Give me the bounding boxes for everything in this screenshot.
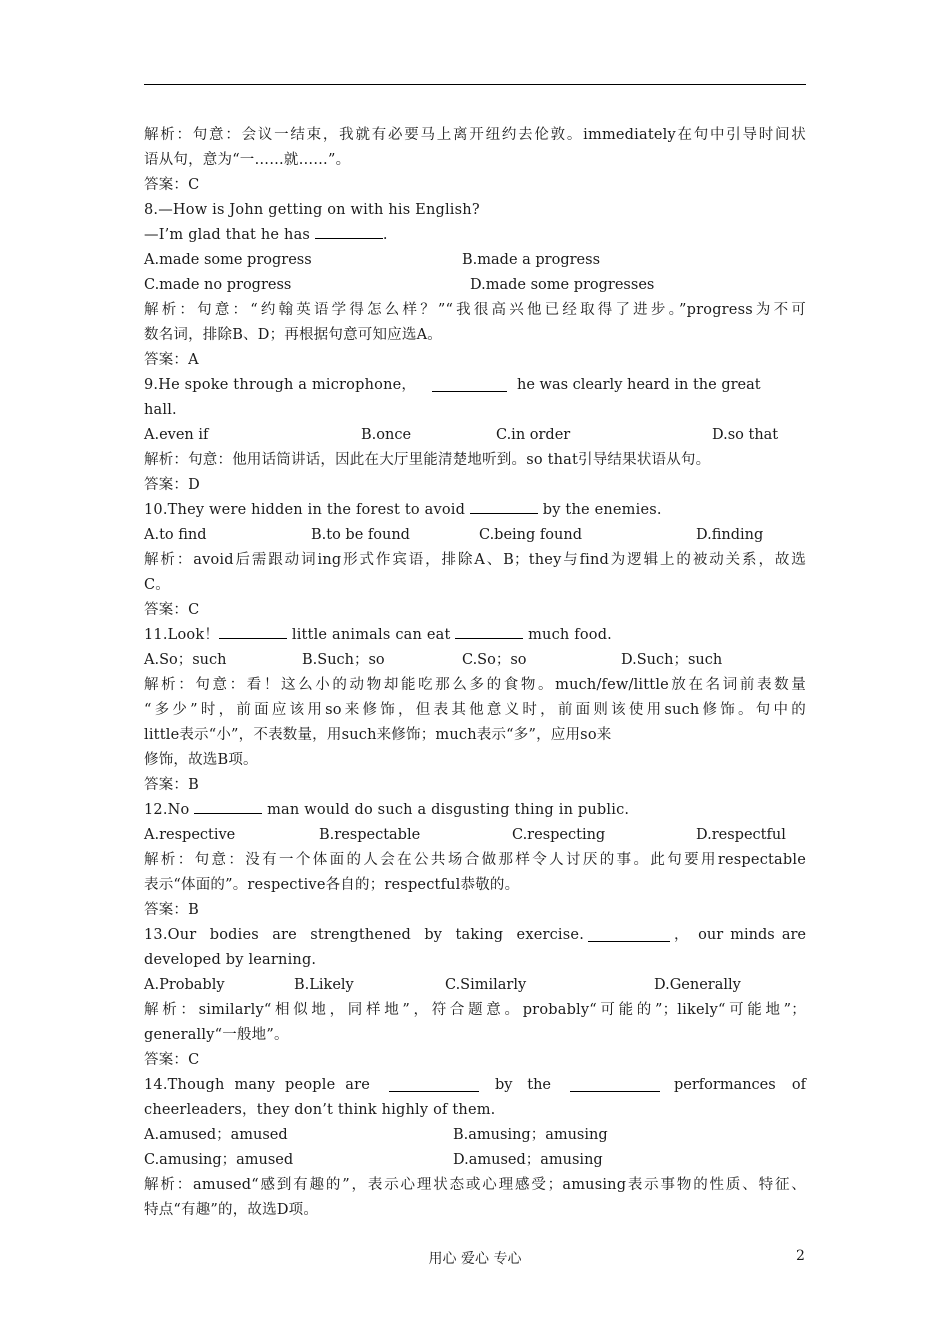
answer-blank	[455, 626, 523, 639]
q11-option-c: C.So；so	[462, 652, 527, 668]
q10-answer: 答案：C	[144, 602, 200, 618]
q14-option-a: A.amused；amused	[144, 1127, 288, 1143]
q11-option-a: A.So；such	[144, 652, 227, 668]
q14-explanation-line-1: 解析：amused“感到有趣的”，表示心理状态或心理感受；amusing表示事物的性质、特征、	[144, 1177, 806, 1193]
q13-stem-line-1: 13.Our bodies are strengthened by taking exercise.	[144, 927, 584, 943]
q11-option-d: D.Such；such	[621, 652, 723, 668]
q8-option-c: C.made no progress	[144, 277, 292, 293]
q10-option-b: B.to be found	[311, 527, 410, 543]
q12-option-d: D.respectful	[696, 827, 786, 843]
q13-option-a: A.Probably	[144, 977, 225, 993]
q13-option-c: C.Similarly	[445, 977, 527, 993]
answer-blank	[588, 929, 670, 942]
q11-answer: 答案：B	[144, 777, 199, 793]
q10-option-d: D.finding	[696, 527, 764, 543]
q13-option-b: B.Likely	[294, 977, 354, 993]
q11-explanation-line-4: 修饰，故选B项。	[144, 752, 258, 768]
q12-explanation-line-1: 解析：句意：没有一个体面的人会在公共场合做那样令人讨厌的事。此句要用respectable	[144, 852, 806, 868]
q14-explanation-line-2: 特点“有趣”的，故选D项。	[144, 1202, 319, 1218]
page-number: 2	[796, 1248, 805, 1264]
q9-option-d: D.so that	[712, 427, 779, 443]
q7-answer: 答案：C	[144, 177, 200, 193]
q8-explanation-line-1: 解析：句意：“约翰英语学得怎么样？”“我很高兴他已经取得了进步。”progress为不可	[144, 302, 806, 318]
q8-stem-line-2: —I’m glad that he has .	[144, 227, 388, 243]
q9-option-a: A.even if	[144, 427, 209, 443]
q9-option-c: C.in order	[496, 427, 571, 443]
q7-explanation-line-2: 语从句，意为“一……就……”。	[144, 152, 351, 168]
q8-option-b: B.made a progress	[462, 252, 601, 268]
q14-stem-part-3: performances of	[674, 1077, 806, 1093]
q8-explanation-line-2: 数名词，排除B、D；再根据句意可知应选A。	[144, 327, 442, 343]
q11-explanation-line-3: little表示“小”，不表数量，用such来修饰；much表示“多”，应用so来	[144, 727, 612, 743]
answer-blank	[432, 379, 507, 392]
q11-explanation-line-1: 解析：句意：看！这么小的动物却能吃那么多的食物。much/few/little放在名词前表数量	[144, 677, 806, 693]
page-footer: 用心 爱心 专心	[428, 1251, 522, 1267]
q12-stem: 12.No man would do such a disgusting thing in public.	[144, 802, 630, 818]
q13-stem-line-1-tail: ， our minds are	[674, 927, 806, 943]
q8-option-d: D.made some progresses	[470, 277, 655, 293]
q9-explanation: 解析：句意：他用话筒讲话，因此在大厅里能清楚地听到。so that引导结果状语从句。	[144, 452, 711, 468]
q14-option-c: C.amusing；amused	[144, 1152, 294, 1168]
q12-option-b: B.respectable	[319, 827, 421, 843]
answer-blank	[315, 226, 383, 239]
q13-explanation-line-2: generally“一般地”。	[144, 1027, 289, 1043]
q8-answer: 答案：A	[144, 352, 199, 368]
q11-option-b: B.Such；so	[302, 652, 385, 668]
q8-stem-line-1: 8.—How is John getting on with his English?	[144, 202, 480, 218]
q11-stem: 11.Look！ little animals can eat much food.	[144, 627, 612, 643]
q14-option-d: D.amused；amusing	[453, 1152, 603, 1168]
q10-stem: 10.They were hidden in the forest to avoid by the enemies.	[144, 502, 662, 518]
q14-stem-part-1: 14.Though many people are	[144, 1077, 370, 1093]
q10-option-a: A.to find	[144, 527, 207, 543]
q13-answer: 答案：C	[144, 1052, 200, 1068]
answer-blank	[470, 501, 538, 514]
answer-blank	[219, 626, 287, 639]
q9-stem-line-2: hall.	[144, 402, 177, 418]
q13-option-d: D.Generally	[654, 977, 741, 993]
q13-explanation-line-1: 解析：similarly“相似地，同样地”，符合题意。probably“可能的”；likely“可能地”；	[144, 1002, 806, 1018]
q10-explanation-line-1: 解析：avoid后需跟动词ing形式作宾语，排除A、B；they与find为逻辑上的被动关系，故选	[144, 552, 806, 568]
q12-option-a: A.respective	[144, 827, 236, 843]
answer-blank	[194, 801, 262, 814]
answer-blank	[389, 1079, 479, 1092]
q12-answer: 答案：B	[144, 902, 199, 918]
q14-option-b: B.amusing；amusing	[453, 1127, 608, 1143]
q11-explanation-line-2: “多少”时，前面应该用so来修饰，但表其他意义时，前面则该使用such修饰。句中的	[144, 702, 806, 718]
q14-stem-line-2: cheerleaders，they don’t think highly of them.	[144, 1102, 496, 1118]
q9-answer: 答案：D	[144, 477, 200, 493]
q13-stem-line-2: developed by learning.	[144, 952, 317, 968]
q7-explanation-line-1: 解析：句意：会议一结束，我就有必要马上离开纽约去伦敦。immediately在句中引导时间状	[144, 127, 806, 143]
q8-option-a: A.made some progress	[144, 252, 312, 268]
q9-stem-line-1: 9.He spoke through a microphone，	[144, 377, 417, 393]
q9-stem-line-1-tail: he was clearly heard in the great	[517, 377, 761, 393]
q12-option-c: C.respecting	[512, 827, 606, 843]
header-rule	[144, 84, 806, 85]
q14-stem-part-2: by the	[495, 1077, 551, 1093]
q12-explanation-line-2: 表示“体面的”。respective各自的；respectful恭敬的。	[144, 877, 520, 893]
answer-blank	[570, 1079, 660, 1092]
q10-option-c: C.being found	[479, 527, 582, 543]
q9-option-b: B.once	[361, 427, 412, 443]
q10-explanation-line-2: C。	[144, 577, 170, 593]
